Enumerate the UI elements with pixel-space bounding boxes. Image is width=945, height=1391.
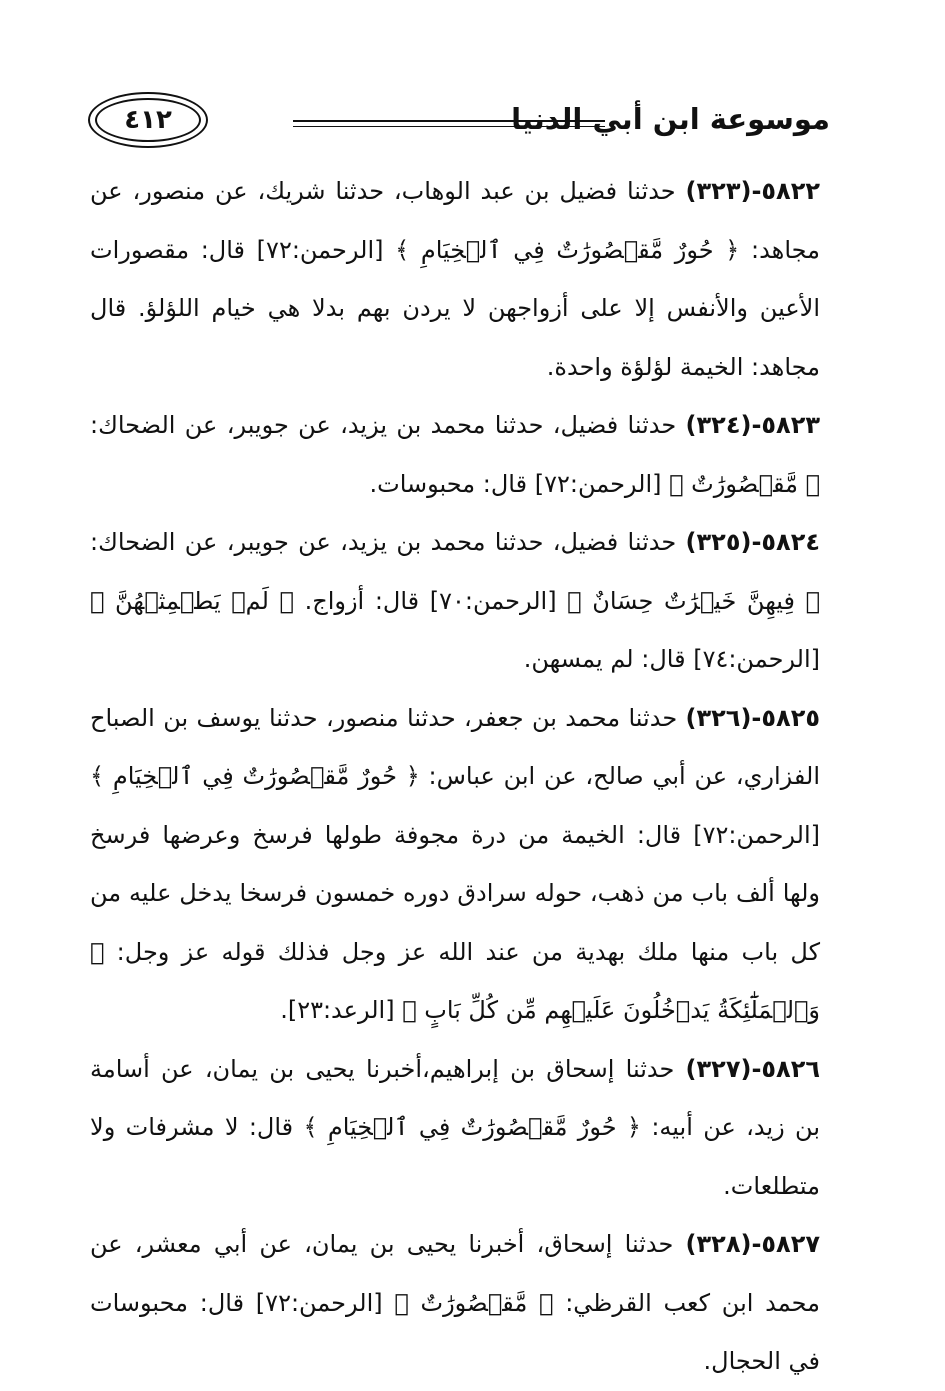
entry-text: حدثنا إسحاق بن إبراهيم،أخبرنا يحيى بن يمان، عن أسامة بن زيد، عن أبيه: ﴿ حُورٌ مَّقۡصُورَٰتٌ فِي ٱلۡخِيَامِ ﴾ قال: لا مشرفات ولا متطلعات.	[90, 1054, 820, 1200]
hadith-entry	[90, 689, 820, 1040]
entry-number: ٥٨٢٢-(٣٢٣)	[685, 177, 820, 205]
header-rule-thin	[293, 126, 605, 127]
hadith-entry	[90, 162, 820, 396]
page-header	[88, 92, 830, 152]
entry-number: ٥٨٢٤-(٣٢٥)	[685, 528, 820, 556]
page-number: ٤١٢	[95, 98, 201, 142]
entry-number: ٥٨٢٣-(٣٢٤)	[685, 411, 820, 439]
hadith-entry	[90, 396, 820, 513]
entry-text: حدثنا فضيل، حدثنا محمد بن يزيد، عن جويبر، عن الضحاك: ﴿ فِيهِنَّ خَيۡرَٰتٌ حِسَانٌ ﴾ [الرحمن:٧٠] قال: أزواج. ﴿ لَمۡ يَطۡمِثۡهُنَّ ﴾ [الرحمن:٧٤] قال: لم يمسهن.	[90, 528, 820, 673]
hadith-entry	[90, 1215, 820, 1391]
entry-text: حدثنا محمد بن جعفر، حدثنا منصور، حدثنا يوسف بن الصباح الفزاري، عن أبي صالح، عن ابن عباس: ﴿ حُورٌ مَّقۡصُورَٰتٌ فِي ٱلۡخِيَامِ ﴾ [الرحمن:٧٢] قال: الخيمة من درة مجوفة طولها فرسخ وعرضها فرسخ ولها ألف باب من ذهب، حوله سرادق دوره خمسون فرسخا يدخل عليه من كل باب منها ملك بهدية من عند الله عز وجل فذلك قوله عز وجل: ﴿ وَٱلۡمَلَٰٓئِكَةُ يَدۡخُلُونَ عَلَيۡهِم مِّن كُلِّ بَابٍ ﴾ [الرعد:٢٣].	[90, 703, 820, 1024]
book-title: موسوعة ابن أبي الدنيا	[511, 102, 830, 136]
document-body	[90, 162, 820, 1391]
entry-number: ٥٨٢٦-(٣٢٧)	[685, 1054, 820, 1083]
entry-text: حدثنا إسحاق، أخبرنا يحيى بن يمان، عن أبي معشر، عن محمد ابن كعب القرظي: ﴿ مَّقۡصُورَٰتٌ ﴾ [الرحمن:٧٢] قال: محبوسات في الحجال.	[90, 1230, 820, 1375]
hadith-entry	[90, 1040, 820, 1216]
entry-number: ٥٨٢٥-(٣٢٦)	[685, 703, 820, 732]
entry-text: حدثنا فضيل، حدثنا محمد بن يزيد، عن جويبر، عن الضحاك: ﴿ مَّقۡصُورَٰتٌ ﴾ [الرحمن:٧٢] قال: محبوسات.	[90, 411, 820, 498]
page-number-badge	[88, 92, 208, 148]
header-rule	[293, 120, 605, 122]
entry-number: ٥٨٢٧-(٣٢٨)	[685, 1230, 820, 1258]
hadith-entry	[90, 513, 820, 689]
entry-text: حدثنا فضيل بن عبد الوهاب، حدثنا شريك، عن منصور، عن مجاهد: ﴿ حُورٌ مَّقۡصُورَٰتٌ فِي ٱلۡخِيَامِ ﴾ [الرحمن:٧٢] قال: مقصورات الأعين والأنفس إلا على أزواجهن لا يردن بهم بدلا هي خيام اللؤلؤ. قال مجاهد: الخيمة لؤلؤة واحدة.	[90, 177, 820, 381]
